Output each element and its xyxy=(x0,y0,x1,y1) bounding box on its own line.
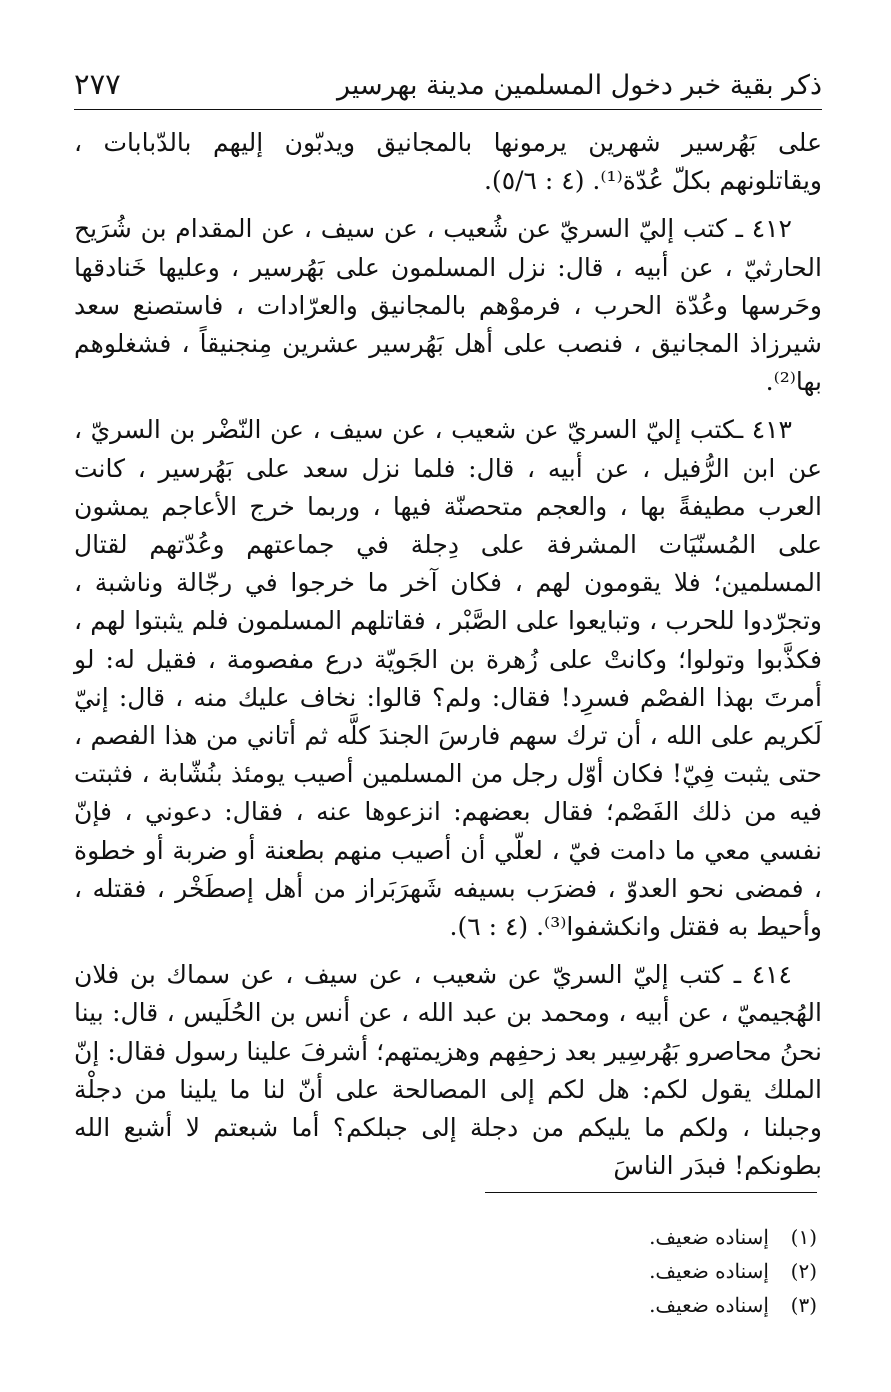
chapter-title: ذكر بقية خبر دخول المسلمين مدينة بهرسير xyxy=(336,70,822,101)
paragraph-number: ٤١٢ xyxy=(751,214,792,244)
footnote xyxy=(317,1288,817,1322)
footnote-text: إسناده ضعيف. xyxy=(649,1259,769,1283)
footnote xyxy=(317,1254,817,1288)
paragraph-number: ٤١٣ xyxy=(751,415,792,445)
paragraph-text: ـكتب إليّ السريّ عن شعيب ، عن سيف ، عن النّضْر بن السريّ ، عن ابن الرُّفيل ، عن أبيه ، قال: فلما نزل سعد على بَهُرسير ، كانت العرب مطيفةً بها ، والعجم متحصنّة فيها ، وربما خرج الأعاجم يمشون على المُسنّيَات المشرفة على دِجلة في جماعتهم وعُدّتهم لقتال المسلمين؛ فلا يقومون لهم ، فكان آخر ما خرجوا في رجّالة وناشبة ، وتجرّدوا للحرب ، وتبايعوا على الصَّبْر ، فقاتلهم المسلمون فلم يثبتوا لهم ، فكذَّبوا وتولوا؛ وكانتْ على زُهرة بن الجَويّة درع مفصومة ، فقيل له: لو أمرتَ بهذا الفصْم فسرِد! فقال: ولم؟ قالوا: نخاف عليك منه ، قال: إنيّ لَكريم على الله ، أن ترك سهم فارسَ الجندَ كلَّه ثم أتاني من هذا الفصم ، حتى يثبت فِيّ! فكان أوّل رجل من المسلمين أصيب يومئذ بنُشّابة ، فثبتت فيه من ذلك الفَصْم؛ فقال بعضهم: انزعوها عنه ، فقال: دعوني ، فإنّ نفسي معي ما دامت فيّ ، لعلّي أن أصيب منهم بطعنة أو ضربة أو خطوة ، فمضى نحو العدوّ ، فضرَب بسيفه شَهرَبَراز من أهل إصطَخْر ، فقتله ، وأحيط به فقتل وانكشفوا⁽³⁾. (٤ : ٦). xyxy=(74,415,822,942)
footnote-divider xyxy=(485,1192,817,1193)
paragraph-414 xyxy=(74,956,822,1185)
paragraph-text: ـ كتب إليّ السريّ عن شُعيب ، عن سيف ، عن المقدام بن شُرَيح الحارثيّ ، عن أبيه ، قال: نزل المسلمون على بَهُرسير ، وعليها خَنادقها وحَرسها وعُدّة الحرب ، فرموْهم بالمجانيق والعرّادات ، فاستصنع سعد شيرزاذ المجانيق ، فنصب على أهل بَهُرسير عشرين مِنجنيقاً ، فشغلوهم بها⁽²⁾. xyxy=(74,214,822,397)
footnote-mark: (٢) xyxy=(790,1259,817,1283)
paragraph-413 xyxy=(74,411,822,946)
paragraph-text: على بَهُرسير شهرين يرمونها بالمجانيق ويدبّون إليهم بالدّبابات ، ويقاتلونهم بكلّ عُدّة⁽¹⁾. (٤ : ٥/٦). xyxy=(74,128,822,196)
footnote-mark: (٣) xyxy=(790,1293,817,1317)
running-header xyxy=(74,64,822,110)
footnote-text: إسناده ضعيف. xyxy=(649,1293,769,1317)
paragraph-text: ـ كتب إليّ السريّ عن شعيب ، عن سيف ، عن سماك بن فلان الهُجيميّ ، عن أبيه ، ومحمد بن عبد الله ، عن أنس بن الحُلَيس ، قال: بينا نحنُ محاصرو بَهُرسِير بعد زحفِهم وهزيمتهم؛ أشرفَ علينا رسول فقال: إنّ الملك يقول لكم: هل لكم إلى المصالحة على أنّ لنا ما يلينا من دجلْة وجبلنا ، ولكم ما يليكم من دجلة إلى جبلكم؟ أما شبعتم لا أشبع الله بطونكم! فبدَر الناسَ xyxy=(74,960,822,1181)
footnote xyxy=(317,1220,817,1254)
main-text xyxy=(74,124,822,1195)
paragraph-412 xyxy=(74,210,822,401)
footnotes xyxy=(317,1220,817,1322)
page-number: ٢٧٧ xyxy=(74,67,121,101)
footnote-text: إسناده ضعيف. xyxy=(649,1225,769,1249)
paragraph-number: ٤١٤ xyxy=(751,960,792,990)
footnote-mark: (١) xyxy=(790,1225,817,1249)
paragraph-continuation xyxy=(74,124,822,200)
